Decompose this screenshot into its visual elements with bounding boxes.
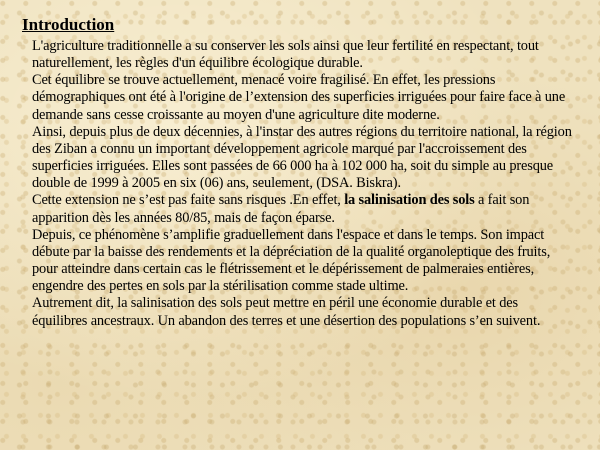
paragraph-salinisation-intro: Cette extension ne s’est pas faite sans risques .En effet, bbox=[32, 192, 345, 209]
paragraph-consequences: Autrement dit, la salinisation des sols peut mettre en péril une économie durable et des équilibres ancestraux. Un abandon des terres et une désertion des populations s’en suivent. bbox=[32, 295, 541, 329]
paragraph-salinisation-outro: a fait son apparition dès les années 80/85, mais de façon éparse. bbox=[32, 192, 530, 226]
paragraph-ziban-development: Ainsi, depuis plus de deux décennies, à l'instar des autres régions du territoire national, la région des Ziban a connu un important développement agricole marqué par l'accroissement des superficies irriguées. Elles sont passées de 66 000 ha à 102 000 ha, soit du simple au presque double de 1999 à 2005 en six (06) ans, seulement, (DSA. Biskra). bbox=[32, 123, 572, 192]
paragraph-equilibrium-threatened: Cet équilibre se trouve actuellement, menacé voire fragilisé. En effet, les pressions démographiques ont été à l'origine de l’extension des superficies irriguées pour faire face à une demande sans cesse croissante au moyen d'une agriculture dite moderne. bbox=[32, 72, 566, 123]
paragraph-traditional-agriculture: L'agriculture traditionnelle a su conserver les sols ainsi que leur fertilité en respectant, tout naturellement, les règles d'un équilibre écologique durable. bbox=[32, 38, 539, 72]
slide-body bbox=[32, 38, 576, 330]
paragraph-phenomenon-impact: Depuis, ce phénomène s’amplifie graduellement dans l'espace et dans le temps. Son impact débute par la baisse des rendements et la dépréciation de la qualité organoleptique des fruits, pour atteindre dans certain cas le flétrissement et le dépérissement de palmeraies entières, engendre des pertes en sols par la stérilisation comme stade ultime. bbox=[32, 226, 551, 295]
slide-title: Introduction bbox=[22, 15, 115, 34]
paragraph-salinisation-appearance bbox=[32, 192, 576, 226]
salinisation-highlight: la salinisation des sols bbox=[344, 192, 475, 209]
